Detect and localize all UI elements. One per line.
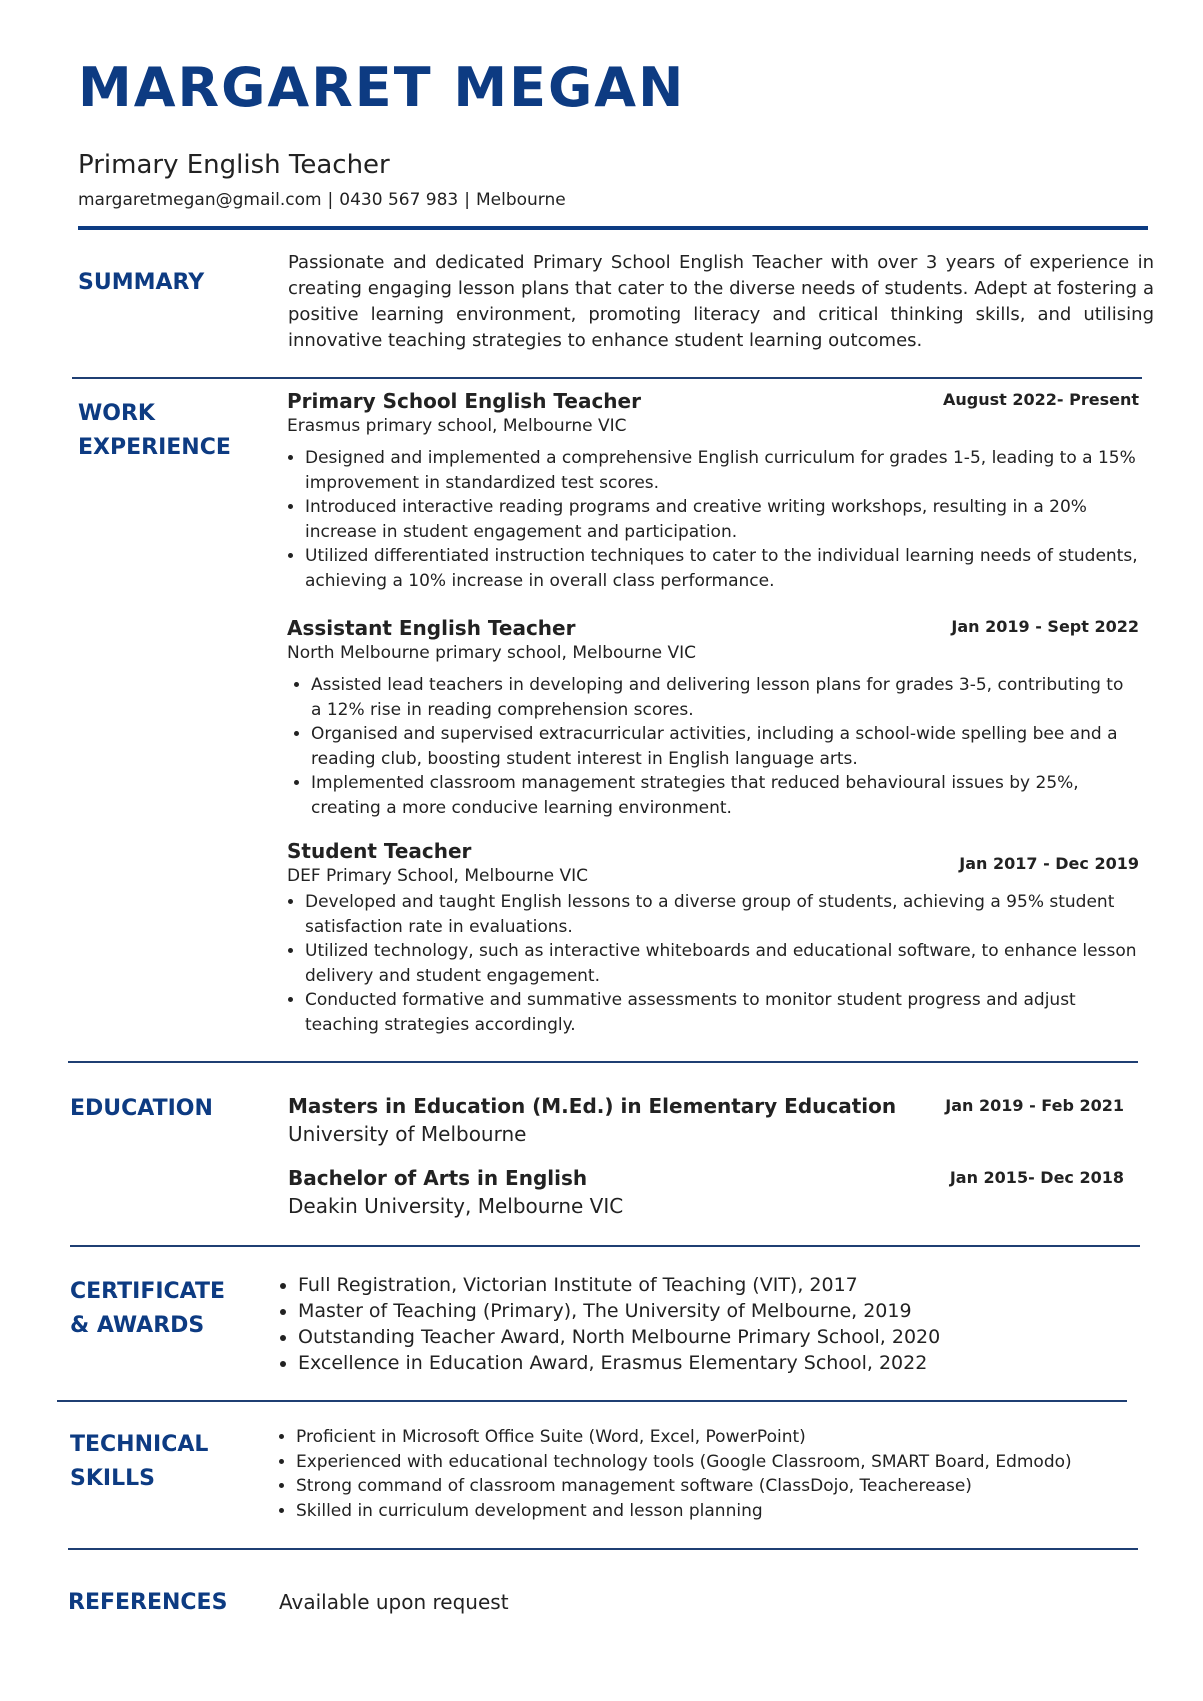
contact-line: [78, 190, 566, 210]
job-entry: [287, 388, 1139, 593]
contact-separator: |: [464, 190, 470, 210]
job-role: Primary School English Teacher: [287, 389, 641, 413]
job-bullet: • Designed and implemented a comprehensive English curriculum for grades 1-5, leading to a 15% improvement in standardized test scores.: [305, 446, 1139, 495]
list-item: • Full Registration, Victorian Institute of Teaching (VIT), 2017: [298, 1272, 940, 1298]
contact-email: margaretmegan@gmail.com: [78, 190, 322, 210]
header-divider: [78, 226, 1148, 230]
education-degree: Masters in Education (M.Ed.) in Elementary Education: [288, 1094, 897, 1118]
certificates-list: [280, 1272, 940, 1376]
work-heading-line2: EXPERIENCE: [78, 435, 231, 460]
job-role: Assistant English Teacher: [287, 616, 576, 640]
job-organization: DEF Primary School, Melbourne VIC: [287, 866, 589, 886]
job-bullets: [287, 673, 1139, 820]
job-date: August 2022- Present: [943, 390, 1139, 409]
contact-location: Melbourne: [475, 190, 566, 210]
skills-heading-line2: SKILLS: [70, 1466, 155, 1491]
skills-list: [278, 1425, 1072, 1523]
candidate-name: MARGARET MEGAN: [78, 56, 686, 119]
summary-text: Passionate and dedicated Primary School English Teacher with over 3 years of experience in creating engaging lesson plans that cater to the diverse needs of students. Adept at fostering a positive learning environment, promoting literacy and critical thinking skills, and utilising innovative teaching strategies to enhance student learning outcomes.: [288, 252, 1154, 351]
list-item: • Outstanding Teacher Award, North Melbourne Primary School, 2020: [298, 1324, 940, 1350]
work-experience-heading: [78, 397, 231, 465]
certificates-heading-line2: & AWARDS: [70, 1313, 205, 1338]
job-bullet: • Implemented classroom management strategies that reduced behavioural issues by 25%, creating a more conducive learning environment.: [311, 771, 1139, 820]
list-item: • Master of Teaching (Primary), The University of Melbourne, 2019: [298, 1298, 940, 1324]
education-entry: [288, 1164, 1124, 1220]
education-heading: EDUCATION: [70, 1096, 213, 1121]
job-date: Jan 2019 - Sept 2022: [951, 617, 1139, 636]
references-text: Available upon request: [279, 1590, 509, 1614]
contact-separator: |: [327, 190, 334, 210]
candidate-title: Primary English Teacher: [78, 150, 390, 180]
list-item: • Strong command of classroom management software (ClassDojo, Teacherease): [296, 1474, 1072, 1499]
job-bullet: • Conducted formative and summative assessments to monitor student progress and adjust teaching strategies accordingly.: [305, 988, 1139, 1037]
summary-heading: SUMMARY: [78, 270, 205, 295]
section-divider: [72, 377, 1142, 379]
section-divider: [70, 1245, 1140, 1247]
work-heading-line1: WORK: [78, 401, 155, 426]
education-school: University of Melbourne: [288, 1122, 527, 1146]
job-entry: [287, 838, 1139, 1037]
section-divider: [57, 1400, 1127, 1402]
education-entry: [288, 1092, 1124, 1148]
job-bullet: • Utilized differentiated instruction techniques to cater to the individual learning needs of students, achieving a 10% increase in overall class performance.: [305, 544, 1139, 593]
job-bullet: • Introduced interactive reading programs and creative writing workshops, resulting in a 20% increase in student engagement and participation.: [305, 495, 1139, 544]
job-header: [287, 615, 1139, 641]
job-entry: [287, 615, 1139, 820]
education-header: [288, 1164, 1124, 1192]
job-organization: Erasmus primary school, Melbourne VIC: [287, 416, 627, 436]
job-bullet: • Developed and taught English lessons to a diverse group of students, achieving a 95% student satisfaction rate in evaluations.: [305, 890, 1139, 939]
job-role: Student Teacher: [287, 839, 472, 863]
list-item: • Skilled in curriculum development and lesson planning: [296, 1499, 1072, 1524]
job-bullet: • Utilized technology, such as interactive whiteboards and educational software, to enhance lesson delivery and student engagement.: [305, 939, 1139, 988]
job-bullets: [287, 890, 1139, 1037]
education-degree: Bachelor of Arts in English: [288, 1166, 588, 1190]
section-divider: [68, 1548, 1138, 1550]
references-heading: REFERENCES: [68, 1590, 228, 1615]
certificates-heading-line1: CERTIFICATE: [70, 1279, 226, 1304]
list-item: • Proficient in Microsoft Office Suite (Word, Excel, PowerPoint): [296, 1425, 1072, 1450]
certificates-heading: [70, 1275, 225, 1343]
list-item: • Experienced with educational technology tools (Google Classroom, SMART Board, Edmodo): [296, 1450, 1072, 1475]
job-bullet: • Assisted lead teachers in developing and delivering lesson plans for grades 3-5, contributing to a 12% rise in reading comprehension scores.: [311, 673, 1139, 722]
education-date: Jan 2019 - Feb 2021: [945, 1096, 1124, 1115]
job-organization: North Melbourne primary school, Melbourne VIC: [287, 643, 696, 663]
job-bullet: • Organised and supervised extracurricular activities, including a school-wide spelling bee and a reading club, boosting student interest in English language arts.: [311, 722, 1139, 771]
job-bullets: [287, 446, 1139, 593]
job-date: Jan 2017 - Dec 2019: [959, 854, 1139, 873]
skills-heading-line1: TECHNICAL: [70, 1432, 209, 1457]
list-item: • Excellence in Education Award, Erasmus Elementary School, 2022: [298, 1350, 940, 1376]
section-divider: [68, 1061, 1138, 1063]
education-school: Deakin University, Melbourne VIC: [288, 1194, 624, 1218]
education-header: [288, 1092, 1124, 1120]
skills-heading: [70, 1428, 208, 1496]
education-date: Jan 2015- Dec 2018: [949, 1168, 1124, 1187]
contact-phone: 0430 567 983: [339, 190, 459, 210]
job-header: [287, 838, 1139, 873]
job-header: [287, 388, 1139, 414]
